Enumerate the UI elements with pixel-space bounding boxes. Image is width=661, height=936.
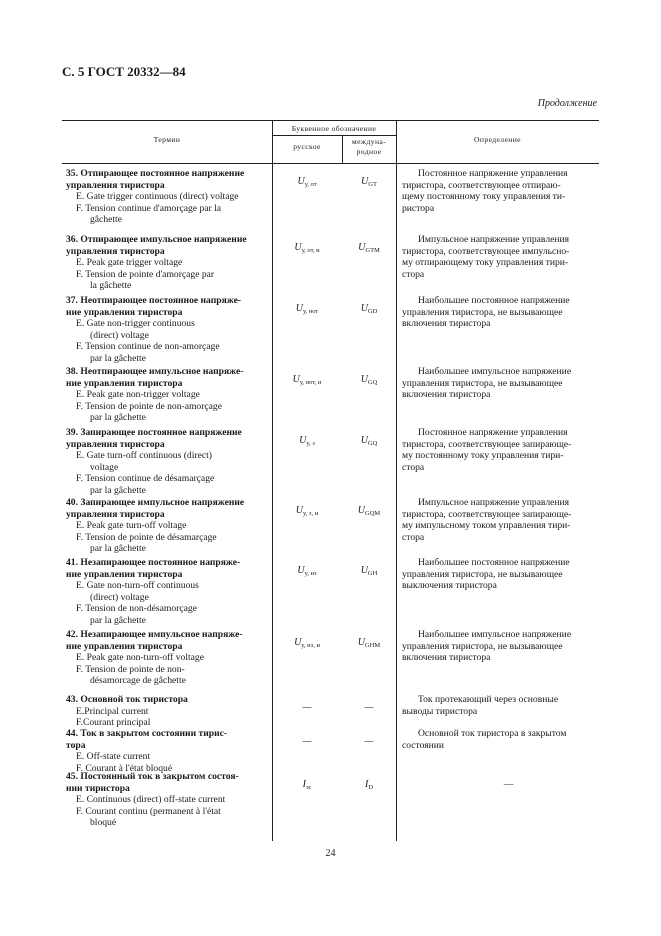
term-number: 36. [66, 234, 78, 245]
russian-symbol [272, 565, 342, 580]
term-fr-line: F. Tension de pointe d'amorçage par [76, 268, 215, 280]
term-ru-line: тора [66, 739, 86, 751]
definition-line: состоянии [402, 739, 445, 751]
term-number: 44. [66, 728, 78, 739]
term-en-line: E. Continuous (direct) off-state current [76, 794, 226, 806]
term-number: 42. [66, 629, 78, 640]
definition-line: му импульсному током управления тири- [402, 520, 571, 532]
symbol-letter: — [364, 736, 374, 747]
definition-line: управления тиристора, не вызывающее [402, 377, 563, 389]
term-number: 41. [66, 557, 78, 568]
term-fr-line: F. Tension de pointe de désamarçage [76, 531, 217, 543]
table-row [62, 427, 599, 497]
international-symbol [342, 303, 396, 318]
international-symbol [342, 779, 396, 794]
definition-cell [402, 168, 599, 214]
definition-cell [402, 366, 599, 401]
term-en-line: E. Gate trigger continuous (direct) voltage [76, 191, 239, 203]
table-row [62, 366, 599, 427]
term-ru-line: ние управления тиристора [66, 568, 183, 580]
term-number: 45. [66, 771, 78, 782]
symbol-letter: U [292, 374, 300, 385]
definition-line: стора [402, 461, 425, 473]
definition-line: управления тиристора, не вызывающее [402, 568, 563, 580]
definition-cell [402, 427, 599, 473]
term-fr-line: par la gâchette [90, 352, 146, 364]
russian-symbol [272, 435, 342, 450]
definition-cell [402, 295, 599, 330]
russian-symbol [272, 779, 342, 794]
table-row [62, 497, 599, 557]
term-en-line: E. Off-state current [76, 751, 151, 763]
term-ru-line: Неотпирающее импульсное напряже- [80, 366, 244, 377]
term-number: 40. [66, 497, 78, 508]
term-ru-line: управления тиристора [66, 508, 165, 520]
header-international-line2: родное [356, 147, 382, 156]
term-ru-line: Запирающее постоянное напряжение [80, 427, 242, 438]
symbol-letter: U [360, 565, 368, 576]
international-symbol [342, 242, 396, 257]
term-fr-line: bloqué [90, 817, 117, 829]
definition-line: управления тиристора, не вызывающее [402, 640, 563, 652]
term-en-line: E. Gate turn-off continuous (direct) [76, 450, 212, 462]
table-row [62, 295, 599, 366]
russian-symbol [272, 702, 342, 717]
symbol-letter: U [360, 435, 368, 446]
definition-line: тиристора, соответствующее отпираю- [402, 179, 561, 191]
term-ru-line: ние управления тиристора [66, 306, 183, 318]
definition-line: Ток протекающий через основные [418, 694, 559, 705]
term-number: 39. [66, 427, 78, 438]
term-fr-line: par la gâchette [90, 543, 146, 555]
header-term: Термин [153, 135, 181, 144]
symbol-subscript: GHM [365, 642, 381, 649]
term-number: 35. [66, 168, 78, 179]
term-cell [66, 694, 270, 729]
symbol-letter: U [297, 176, 305, 187]
term-ru-line: Незапирающее импульсное напряже- [80, 629, 243, 640]
term-ru-line: Запирающее импульсное напряжение [80, 497, 245, 508]
symbol-letter: I [302, 779, 306, 790]
table-row [62, 629, 599, 694]
term-ru-line: Постоянный ток в закрытом состоя- [80, 771, 239, 782]
international-symbol [342, 505, 396, 520]
russian-symbol [272, 736, 342, 751]
russian-symbol [272, 505, 342, 520]
definition-line: выключения тиристора [402, 580, 497, 592]
definition-line: Постоянное напряжение управления [418, 168, 568, 179]
definition-line: стора [402, 531, 425, 543]
definition-cell [402, 234, 599, 280]
definition-cell [402, 629, 599, 664]
symbol-subscript: у, нот, и [299, 379, 322, 386]
term-ru-line: Неотпирающее постоянное напряже- [80, 295, 242, 306]
definition-line: стора [402, 268, 425, 280]
symbol-letter: U [358, 242, 366, 253]
definition-line: му постоянному току управления тири- [402, 450, 564, 462]
russian-symbol [272, 303, 342, 318]
continuation-label: Продолжение [537, 98, 597, 109]
term-ru-line: Незапирающее постоянное напряже- [80, 557, 241, 568]
symbol-letter: U [360, 374, 368, 385]
international-symbol [342, 702, 396, 717]
term-fr-line: F.Courant principal [76, 717, 151, 729]
term-en-line: E. Gate non-trigger continuous [76, 318, 195, 330]
symbol-subscript: GQ [367, 379, 378, 386]
term-cell [66, 366, 270, 424]
symbol-subscript: D [368, 784, 374, 791]
table-row [62, 771, 599, 843]
term-fr-line: F. Tension continue d'amorçage par la [76, 202, 222, 214]
definition-line: му отпирающему току управления тири- [402, 257, 569, 269]
definition-line: Наибольшее постоянное напряжение [418, 295, 570, 306]
symbol-subscript: GQM [365, 510, 381, 517]
term-fr-line: F. Tension de pointe de non- [76, 663, 185, 675]
symbol-letter: U [357, 505, 366, 516]
symbol-letter: U [297, 565, 305, 576]
definition-line: выводы тиристора [402, 705, 478, 717]
symbol-letter: U [294, 242, 302, 253]
table-row [62, 728, 599, 774]
symbol-letter: U [299, 435, 307, 446]
term-cell [66, 168, 270, 226]
definition-line: Наибольшее постоянное напряжение [418, 557, 570, 568]
symbol-subscript: GTM [365, 247, 380, 254]
term-ru-line: управления тиристора [66, 438, 165, 450]
table-row [62, 168, 599, 234]
header-russian: русское [293, 142, 321, 151]
symbol-subscript: у, з [306, 440, 315, 447]
term-ru-line: Основной ток тиристора [80, 694, 188, 705]
term-number: 38. [66, 366, 78, 377]
term-number: 37. [66, 295, 78, 306]
term-fr-line: F. Courant continu (permanent à l'état [76, 805, 221, 817]
international-symbol [342, 736, 396, 751]
definition-line: управления тиристора, не вызывающее [402, 306, 563, 318]
term-en-line: E. Peak gate non-trigger voltage [76, 389, 200, 401]
symbol-subscript: GT [368, 181, 377, 188]
definition-cell [402, 728, 599, 751]
term-en-line: (direct) voltage [90, 591, 149, 603]
term-fr-line: par la gâchette [90, 614, 146, 626]
table-row [62, 694, 599, 728]
definition-line: включения тиристора [402, 389, 491, 401]
symbol-subscript: у, нз, и [301, 642, 320, 649]
definition-line: тиристора, соответствующее импульсно- [402, 245, 570, 257]
term-fr-line: F. Tension continue de non-amorçage [76, 341, 220, 353]
term-fr-line: F. Tension de pointe de non-amorçage [76, 400, 222, 412]
symbol-letter: U [295, 505, 304, 516]
symbol-letter: — [302, 702, 312, 713]
symbol-subscript: у, от [304, 181, 317, 188]
term-ru-line: Отпирающее постоянное напряжение [80, 168, 245, 179]
symbol-letter: U [294, 637, 302, 648]
term-fr-line: la gâchette [90, 280, 132, 292]
term-fr-line: par la gâchette [90, 484, 146, 496]
symbol-letter: U [361, 176, 369, 187]
term-ru-line: управления тиристора [66, 179, 165, 191]
symbol-letter: — [302, 736, 312, 747]
term-en-line: voltage [90, 461, 119, 473]
international-symbol [342, 176, 396, 191]
definition-line: Импульсное напряжение управления [418, 497, 570, 508]
international-symbol [342, 637, 396, 652]
term-en-line: E. Peak gate trigger voltage [76, 257, 183, 269]
page-number: 24 [325, 848, 336, 859]
international-symbol [342, 374, 396, 389]
term-cell [66, 728, 270, 774]
term-cell [66, 427, 270, 497]
symbol-letter: U [357, 637, 366, 648]
term-fr-line: gâchette [90, 214, 122, 226]
term-ru-line: управления тиристора [66, 245, 165, 257]
term-fr-line: désamorcage de gâchette [90, 675, 186, 687]
russian-symbol [272, 242, 342, 257]
definition-line: включения тиристора [402, 652, 491, 664]
symbol-subscript: зс [305, 784, 312, 791]
symbol-letter: U [295, 303, 303, 314]
term-cell [66, 629, 270, 687]
term-en-line: E.Principal current [76, 705, 149, 717]
definition-line: тиристора, соответствующее запирающе- [402, 508, 572, 520]
symbol-letter: I [364, 779, 369, 790]
definition-cell [402, 497, 599, 543]
definition-cell [402, 557, 599, 592]
table-row [62, 234, 599, 295]
international-symbol [342, 435, 396, 450]
term-ru-line: Отпирающее импульсное напряжение [80, 234, 247, 245]
term-en-line: (direct) voltage [90, 329, 149, 341]
header-definition: Определение [474, 135, 521, 144]
definition-line: ристора [402, 202, 435, 214]
term-fr-line: F. Courant à l'état bloqué [76, 762, 173, 774]
term-cell [66, 295, 270, 365]
term-cell [66, 557, 270, 627]
term-ru-line: Ток в закрытом состоянии тирис- [80, 728, 228, 739]
definition-line: щему постоянному току управления ти- [402, 191, 566, 203]
definition-line: Постоянное напряжение управления [418, 427, 568, 438]
term-cell [66, 234, 270, 292]
term-ru-line: ние управления тиристора [66, 640, 183, 652]
definition-line: тиристора, соответствующее запирающе- [402, 438, 572, 450]
definition-line: Основной ток тиристора в закрытом [418, 728, 567, 739]
table-row [62, 557, 599, 629]
russian-symbol [272, 374, 342, 389]
symbol-subscript: GD [367, 308, 378, 315]
term-fr-line: par la gâchette [90, 412, 146, 424]
header-international-line1: междуна- [351, 137, 387, 146]
russian-symbol [272, 637, 342, 652]
term-en-line: E. Peak gate turn-off voltage [76, 520, 187, 532]
definition-line: включения тиристора [402, 318, 491, 330]
term-en-line: E. Gate non-turn-off continuous [76, 580, 199, 592]
international-symbol [342, 565, 396, 580]
definition-line: — [503, 779, 514, 790]
table-body [62, 164, 599, 843]
term-fr-line: F. Tension continue de désamarçage [76, 473, 215, 485]
definition-cell [402, 694, 599, 717]
definition-cell [402, 779, 599, 791]
term-cell [66, 771, 270, 829]
symbol-subscript: у, з, и [303, 510, 319, 517]
definition-line: Наибольшее импульсное напряжение [418, 366, 572, 377]
page-header: С. 5 ГОСТ 20332—84 [62, 64, 186, 79]
symbol-subscript: у, от, и [301, 247, 320, 254]
term-fr-line: F. Tension de non-désamorçage [76, 603, 197, 615]
table-header [62, 120, 599, 164]
header-letter-designation: Буквенное обозначение [291, 124, 377, 133]
symbol-subscript: у, нз [304, 570, 317, 577]
term-cell [66, 497, 270, 555]
header-international [342, 137, 396, 157]
terms-table [62, 120, 599, 843]
term-ru-line: нии тиристора [66, 782, 130, 794]
definition-line: Импульсное напряжение управления [418, 234, 570, 245]
term-ru-line: ние управления тиристора [66, 377, 183, 389]
symbol-letter: — [364, 702, 374, 713]
definition-line: Наибольшее импульсное напряжение [418, 629, 572, 640]
term-en-line: E. Peak gate non-turn-off voltage [76, 652, 204, 664]
symbol-subscript: GH [367, 570, 378, 577]
symbol-subscript: GQ [367, 440, 378, 447]
symbol-subscript: у, нот [302, 308, 319, 315]
term-number: 43. [66, 694, 78, 705]
symbol-letter: U [360, 303, 368, 314]
russian-symbol [272, 176, 342, 191]
